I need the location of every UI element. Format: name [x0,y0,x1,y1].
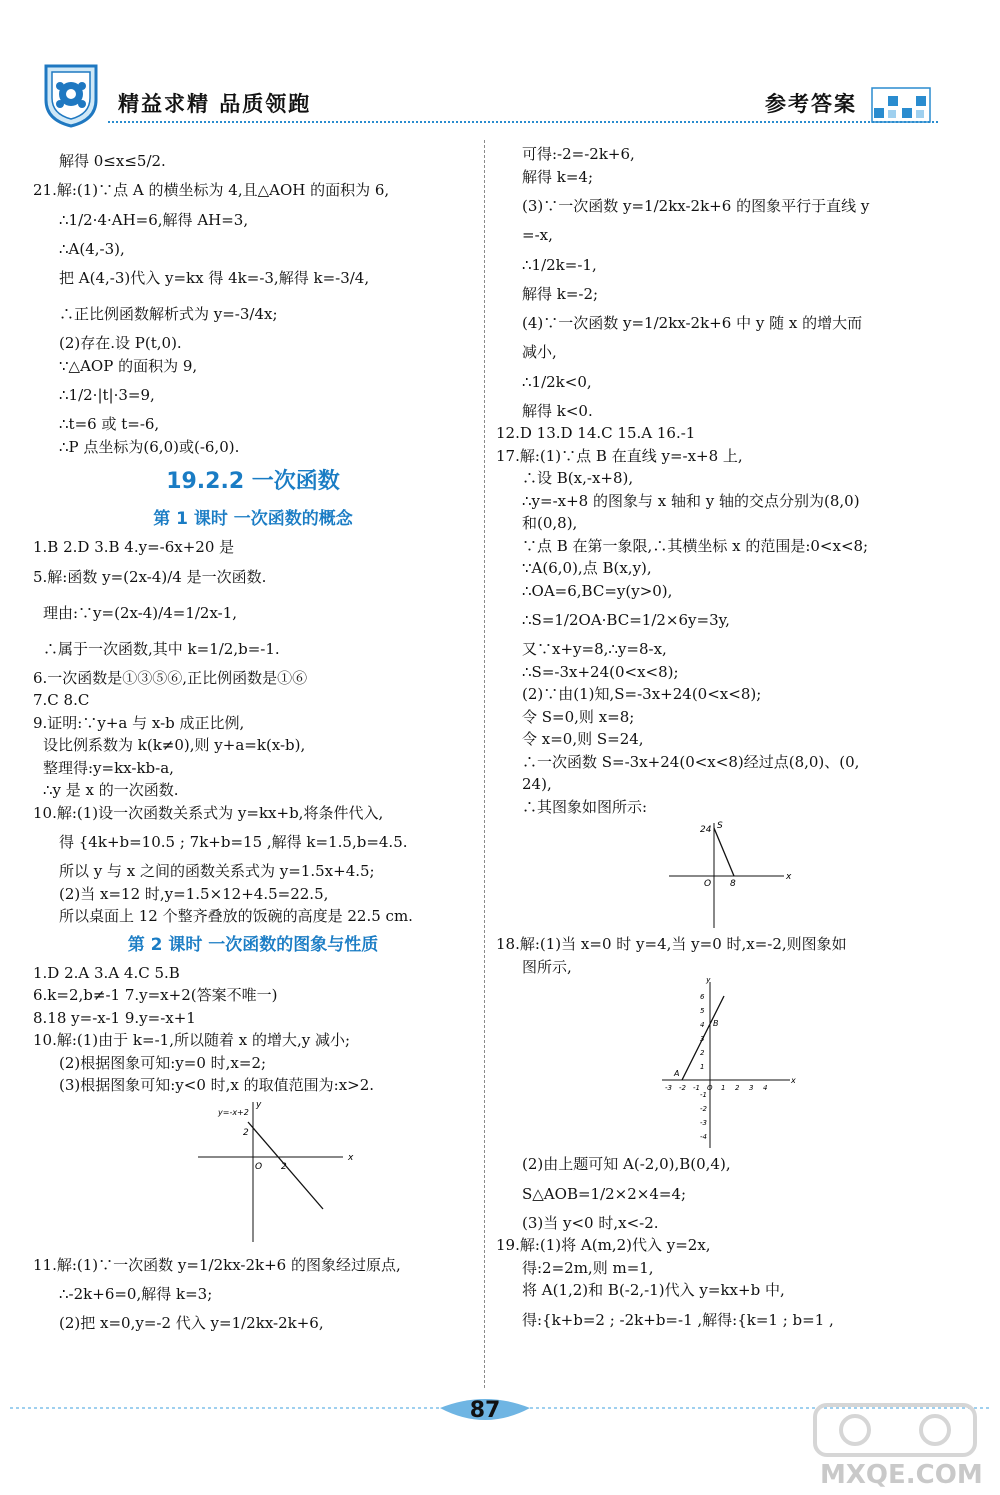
section-heading: 第 1 课时 一次函数的概念 [153,509,353,529]
y-tick-label: 2 [243,1127,249,1138]
section-heading: 19.2.2 一次函数 [166,469,340,494]
answer-line: 19.解:(1)将 A(m,2)代入 y=2x, [496,1236,711,1254]
answer-line: ∴设 B(x,-x+8), [522,469,634,487]
answer-line: 得 {4k+b=10.5 ; 7k+b=15 ,解得 k=1.5,b=4.5. [59,833,408,851]
answer-line: 解得 0≤x≤5/2. [59,152,166,170]
answer-line: 10.解:(1)设一次函数关系式为 y=kx+b,将条件代入, [33,803,384,822]
answer-line: (2)由上题可知 A(-2,0),B(0,4), [522,1155,731,1173]
answer-line: ∴y=-x+8 的图象与 x 轴和 y 轴的交点分别为(8,0) [522,491,860,510]
y-tick-label: -2 [700,1105,707,1113]
answer-line: 5.解:函数 y=(2x-4)/4 是一次函数. [33,567,267,586]
answer-line: 图所示, [522,957,572,976]
answer-line: 17.解:(1)∵点 B 在直线 y=-x+8 上, [496,446,743,465]
y-tick-label: -1 [700,1091,707,1099]
y-axis-label: y [256,1099,262,1110]
answer-line: (2)∵由(1)知,S=-3x+24(0<x<8); [522,685,762,703]
answer-line: (2)把 x=0,y=-2 代入 y=1/2kx-2k+6, [59,1314,324,1332]
answer-line: ∵点 B 在第一象限,∴其横坐标 x 的范围是:0<x<8; [522,536,869,555]
answer-line: ∴S=-3x+24(0<x<8); [522,662,679,681]
answer-line: ∴S=1/2OA·BC=1/2×6y=3y, [522,611,730,629]
graph-y-2x-plus-4 [660,978,810,1153]
answer-line: 解得 k=4; [522,167,594,186]
answer-line: 令 x=0,则 S=24, [522,730,644,748]
y-tick-label: 3 [700,1035,705,1043]
answer-line: 1.B 2.D 3.B 4.y=-6x+20 是 [33,538,235,556]
answer-line: ∴正比例函数解析式为 y=-3/4x; [59,305,278,323]
answer-line: 和(0,8), [522,514,578,532]
answer-line: ∴t=6 或 t=-6, [59,415,160,433]
answer-line: ∴OA=6,BC=y(y>0), [522,581,673,600]
section-heading: 第 2 课时 一次函数的图象与性质 [127,934,379,955]
origin-label: O [704,879,712,889]
answer-line: 理由:∵y=(2x-4)/4=1/2x-1, [43,603,238,622]
x-axis-label: x [348,1152,354,1163]
answer-line: 11.解:(1)∵一次函数 y=1/2kx-2k+6 的图象经过原点, [33,1255,401,1274]
answer-line: ∴P 点坐标为(6,0)或(-6,0). [59,437,240,456]
graph-y-neg-x-plus-2 [193,1097,373,1247]
x-tick-label: 3 [749,1084,754,1092]
answer-line: ∴1/2·|t|·3=9, [59,386,155,404]
answer-line: (3)当 y<0 时,x<-2. [522,1213,659,1232]
point-b-label: B [713,1019,719,1028]
answer-line: (2)存在.设 P(t,0). [59,334,182,352]
y-tick-label: 5 [700,1007,705,1015]
answer-line: ∴其图象如图所示: [522,797,648,816]
answer-line: 6.一次函数是①③⑤⑥,正比例函数是①⑥ [33,668,308,687]
y-tick-label: 24 [700,825,712,835]
graph-line [714,828,734,876]
answer-line: 得:{k+b=2 ; -2k+b=-1 ,解得:{k=1 ; b=1 , [522,1310,834,1329]
left-column [33,143,473,1341]
y-tick-label: 4 [700,1021,705,1029]
watermark-url: MXQE.COM [820,1460,983,1490]
x-tick-label: 8 [730,879,736,889]
answer-line: ∵△AOP 的面积为 9, [59,356,198,375]
graph-line-label: y=-x+2 [218,1107,249,1117]
x-tick-label: O [707,1084,713,1092]
answer-line: (2)根据图象可知:y=0 时,x=2; [59,1053,267,1072]
origin-label: O [255,1161,263,1172]
checker-decoration-icon [870,86,932,124]
answer-line: 得:2=2m,则 m=1, [522,1258,654,1277]
answer-line: 将 A(1,2)和 B(-2,-1)代入 y=kx+b 中, [522,1281,785,1299]
answer-line: 12.D 13.D 14.C 15.A 16.-1 [496,424,696,442]
answer-line: 24), [522,775,552,793]
answer-line: 所以 y 与 x 之间的函数关系式为 y=1.5x+4.5; [59,862,375,880]
y-tick-label: 6 [700,993,705,1001]
x-tick-label: -3 [665,1084,672,1092]
header-rule [108,121,938,123]
y-axis-label: y [706,978,711,984]
x-tick-label: 1 [721,1084,726,1092]
answer-line: 减小, [522,343,557,361]
x-axis-label: x [791,1076,796,1085]
answer-line: ∵A(6,0),点 B(x,y), [522,559,652,577]
answer-line: ∴1/2k=-1, [522,255,597,274]
answer-line: (3)∵一次函数 y=1/2kx-2k+6 的图象平行于直线 y [522,197,870,215]
answer-line: 18.解:(1)当 x=0 时 y=4,当 y=0 时,x=-2,则图象如 [496,935,847,953]
y-tick-label: -3 [700,1119,707,1127]
answer-line: ∴y 是 x 的一次函数. [43,781,179,799]
answer-line: 7.C 8.C [33,691,90,709]
answer-line: 9.证明:∵y+a 与 x-b 成正比例, [33,713,245,732]
answer-line: 可得:-2=-2k+6, [522,145,635,163]
graph-s-function [664,818,804,933]
answer-line: (3)根据图象可知:y<0 时,x 的取值范围为:x>2. [59,1076,375,1094]
answer-line: ∴-2k+6=0,解得 k=3; [59,1284,213,1303]
point-a-label: A [674,1069,680,1078]
answer-line: 8.18 y=-x-1 9.y=-x+1 [33,1008,196,1027]
answer-line: 6.k=2,b≠-1 7.y=x+2(答案不唯一) [33,986,278,1004]
answer-line: ∴一次函数 S=-3x+24(0<x<8)经过点(8,0)、(0, [522,752,860,771]
answer-line: ∴1/2·4·AH=6,解得 AH=3, [59,210,249,229]
answer-line: ∴A(4,-3), [59,239,125,258]
page-number: 87 [469,1398,501,1423]
x-tick-label: 2 [735,1084,740,1092]
y-tick-label: 2 [700,1049,705,1057]
answer-line: 所以桌面上 12 个整齐叠放的饭碗的高度是 22.5 cm. [59,907,413,925]
answer-line: 10.解:(1)由于 k=-1,所以随着 x 的增大,y 减小; [33,1031,351,1049]
column-divider [484,140,485,1388]
answer-line: ∴属于一次函数,其中 k=1/2,b=-1. [43,639,280,658]
answer-line: 把 A(4,-3)代入 y=kx 得 4k=-3,解得 k=-3/4, [59,269,370,287]
y-axis-label: S [717,821,723,831]
x-tick-label: -1 [693,1084,700,1092]
right-column [496,143,966,1338]
answer-line: ∴1/2k<0, [522,372,592,391]
answer-line: 解得 k=-2; [522,284,599,303]
answer-line: 令 S=0,则 x=8; [522,707,635,726]
answer-line: 又∵x+y=8,∴y=8-x, [522,640,667,658]
answer-line: 21.解:(1)∵点 A 的横坐标为 4,且△AOH 的面积为 6, [33,181,390,199]
answer-line: 整理得:y=kx-kb-a, [43,758,174,777]
x-tick-label: -2 [679,1084,686,1092]
answer-line: 解得 k<0. [522,401,593,420]
header-section-title: 参考答案 [765,91,857,116]
y-tick-label: 1 [700,1063,705,1071]
answer-line: (4)∵一次函数 y=1/2kx-2k+6 中 y 随 x 的增大而 [522,314,863,332]
x-tick-label: 2 [281,1161,287,1172]
x-axis-label: x [786,872,792,882]
y-tick-label: -4 [700,1133,707,1141]
answer-line: (2)当 x=12 时,y=1.5×12+4.5=22.5, [59,884,329,903]
header-slogan: 精益求精 品质领跑 [118,91,312,116]
answer-line: 设比例系数为 k(k≠0),则 y+a=k(x-b), [43,736,306,754]
answer-line: S△AOB=1/2×2×4=4; [522,1184,687,1203]
x-tick-label: 4 [763,1084,768,1092]
publisher-logo [38,60,104,128]
answer-line: 1.D 2.A 3.A 4.C 5.B [33,963,180,982]
answer-line: =-x, [522,226,553,244]
